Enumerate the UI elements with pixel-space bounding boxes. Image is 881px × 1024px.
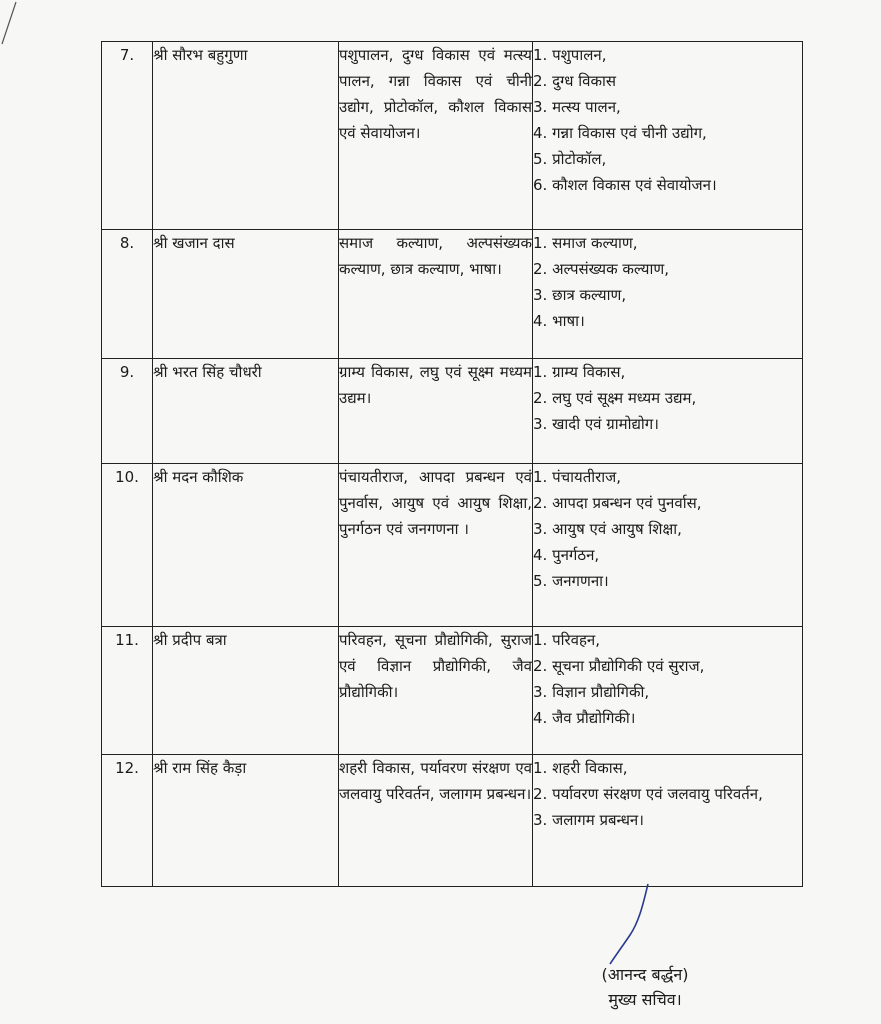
list-item: 1. पंचायतीराज, <box>533 468 622 486</box>
departments-text: पंचायतीराज, आपदा प्रबन्धन एवं पुनर्वास, आयुष एवं आयुष शिक्षा, पुनर्गठन एवं जनगणना । <box>339 468 532 538</box>
serial-cell: 8. <box>102 230 153 359</box>
list-item: 5. प्रोटोकॉल, <box>533 150 607 168</box>
list-item: 4. भाषा। <box>533 312 585 330</box>
department-list-cell <box>533 627 803 755</box>
departments-cell <box>339 230 533 359</box>
list-item: 3. छात्र कल्याण, <box>533 286 627 304</box>
list-item: 3. आयुष एवं आयुष शिक्षा, <box>533 520 682 538</box>
list-item: 3. जलागम प्रबन्धन। <box>533 811 644 829</box>
departments-text: समाज कल्याण, अल्पसंख्यक कल्याण, छात्र कल्याण, भाषा। <box>339 234 532 278</box>
list-item: 2. दुग्ध विकास <box>533 72 617 90</box>
list-item: 6. कौशल विकास एवं सेवायोजन। <box>533 176 717 194</box>
list-item: 2. अल्पसंख्यक कल्याण, <box>533 260 669 278</box>
list-item: 2. सूचना प्रौद्योगिकी एवं सुराज, <box>533 657 705 675</box>
department-list-cell <box>533 464 803 627</box>
table-row <box>102 42 803 230</box>
list-item: 1. शहरी विकास, <box>533 759 628 777</box>
departments-text: परिवहन, सूचना प्रौद्योगिकी, सुराज एवं विज्ञान प्रौद्योगिकी, जैव प्रौद्योगिकी। <box>339 631 532 701</box>
departments-cell <box>339 627 533 755</box>
list-item: 2. आपदा प्रबन्धन एवं पुनर्वास, <box>533 494 702 512</box>
table-row <box>102 230 803 359</box>
list-item: 5. जनगणना। <box>533 572 609 590</box>
departments-cell <box>339 359 533 464</box>
signature-block <box>575 962 715 1012</box>
departments-text: शहरी विकास, पर्यावरण संरक्षण एव जलवायु परिवर्तन, जलागम प्रबन्धन। <box>339 759 532 803</box>
list-item: 4. पुनर्गठन, <box>533 546 600 564</box>
minister-name-cell: श्री खजान दास <box>153 230 339 359</box>
serial-cell: 11. <box>102 627 153 755</box>
scan-edge-mark <box>0 0 20 50</box>
list-item: 1. पशुपालन, <box>533 46 607 64</box>
signatory-name: (आनन्द बर्द्धन) <box>601 965 689 984</box>
department-list-cell <box>533 42 803 230</box>
serial-cell: 7. <box>102 42 153 230</box>
signature-scribble <box>600 880 660 970</box>
list-item: 4. गन्ना विकास एवं चीनी उद्योग, <box>533 124 707 142</box>
departments-text: पशुपालन, दुग्ध विकास एवं मत्स्य पालन, गन्ना विकास एवं चीनी उद्योग, प्रोटोकॉल, कौशल विकास एवं सेवायोजन। <box>339 46 532 142</box>
department-list <box>533 230 802 334</box>
portfolio-table <box>101 41 803 887</box>
table-row <box>102 359 803 464</box>
minister-name-cell: श्री मदन कौशिक <box>153 464 339 627</box>
departments-cell <box>339 42 533 230</box>
departments-cell <box>339 464 533 627</box>
list-item: 3. विज्ञान प्रौद्योगिकी, <box>533 683 650 701</box>
department-list-cell <box>533 755 803 887</box>
department-list-cell <box>533 230 803 359</box>
list-item: 1. समाज कल्याण, <box>533 234 638 252</box>
serial-cell: 12. <box>102 755 153 887</box>
departments-text: ग्राम्य विकास, लघु एवं सूक्ष्म मध्यम उद्यम। <box>339 363 532 407</box>
table-row <box>102 464 803 627</box>
minister-name-cell: श्री भरत सिंह चौधरी <box>153 359 339 464</box>
departments-cell <box>339 755 533 887</box>
list-item: 2. पर्यावरण संरक्षण एवं जलवायु परिवर्तन, <box>533 785 763 803</box>
department-list <box>533 627 802 731</box>
department-list <box>533 42 802 198</box>
minister-name-cell: श्री प्रदीप बत्रा <box>153 627 339 755</box>
minister-name-cell: श्री राम सिंह कैड़ा <box>153 755 339 887</box>
list-item: 2. लघु एवं सूक्ष्म मध्यम उद्यम, <box>533 389 697 407</box>
table-row <box>102 755 803 887</box>
list-item: 1. ग्राम्य विकास, <box>533 363 626 381</box>
list-item: 3. मत्स्य पालन, <box>533 98 621 116</box>
department-list <box>533 464 802 594</box>
department-list <box>533 755 802 833</box>
table-row <box>102 627 803 755</box>
signatory-designation: मुख्य सचिव। <box>608 990 682 1009</box>
list-item: 4. जैव प्रौद्योगिकी। <box>533 709 636 727</box>
list-item: 1. परिवहन, <box>533 631 601 649</box>
serial-cell: 10. <box>102 464 153 627</box>
department-list-cell <box>533 359 803 464</box>
department-list <box>533 359 802 437</box>
serial-cell: 9. <box>102 359 153 464</box>
minister-name-cell: श्री सौरभ बहुगुणा <box>153 42 339 230</box>
list-item: 3. खादी एवं ग्रामोद्योग। <box>533 415 659 433</box>
